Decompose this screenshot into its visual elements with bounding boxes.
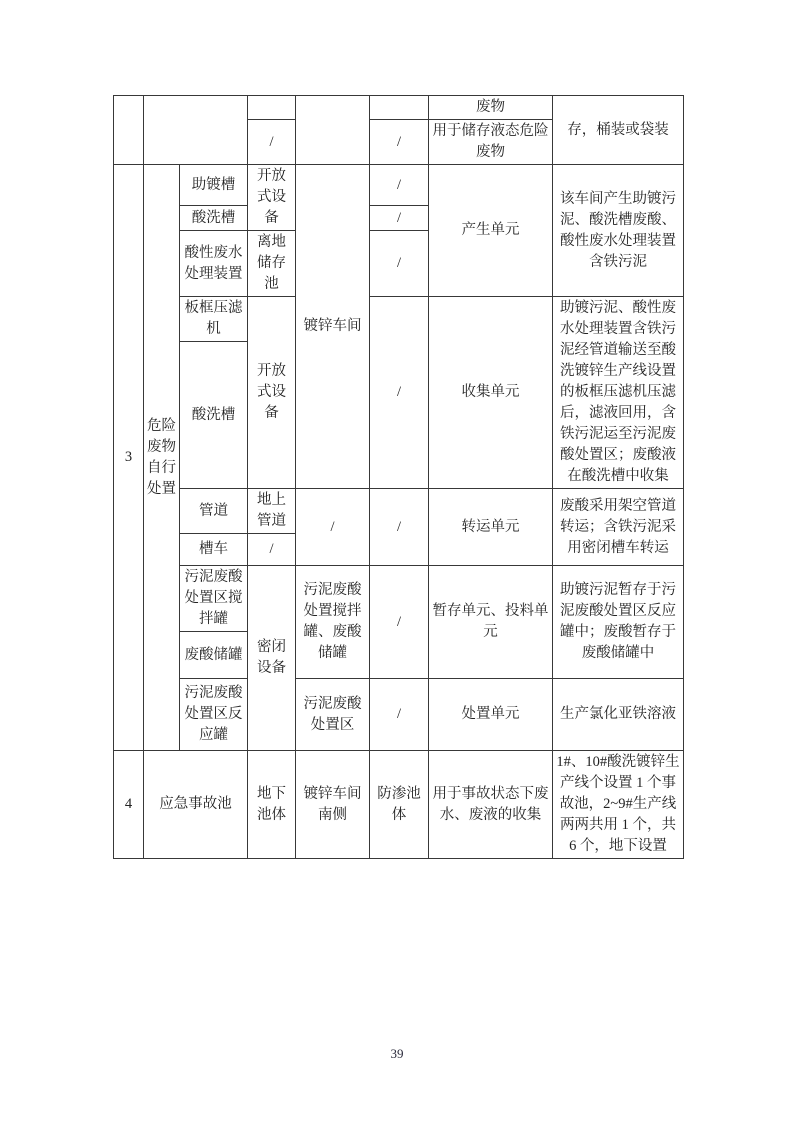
- table-row: [114, 165, 684, 206]
- cell-location-south-of-workshop: 镀锌车间南侧: [296, 751, 370, 859]
- cell-seq-3: 3: [114, 165, 144, 751]
- cell-facility-mixing-tank: 污泥废酸处置区搅拌罐: [180, 566, 248, 632]
- cell-facility-assist-plating-tank: 助镀槽: [180, 165, 248, 206]
- cell-remark-accident-pool: 1#、10#酸洗镀锌生产线个设置 1 个事故池，2~9#生产线两两共用 1 个，共 6 个，地下设置: [553, 751, 684, 859]
- cell-facility-acid-wastewater-device: 酸性废水处理装置: [180, 231, 248, 297]
- cell-remark-disposal: 生产氯化亚铁溶液: [553, 679, 684, 751]
- table-row: [114, 96, 684, 120]
- cell-slash: /: [296, 489, 370, 566]
- cell-slash: /: [370, 489, 429, 566]
- cell-facility-waste-acid-tank: 废酸储罐: [180, 632, 248, 679]
- table-row: [114, 679, 684, 751]
- cell-empty: [144, 96, 248, 165]
- cell-name-emergency-accident-pool: 应急事故池: [144, 751, 248, 859]
- cell-facility-filter-press: 板框压滤机: [180, 297, 248, 342]
- cell-empty: [370, 96, 429, 120]
- cell-seq-4: 4: [114, 751, 144, 859]
- cell-unit-disposal: 处置单元: [429, 679, 553, 751]
- cell-facility-reaction-tank: 污泥废酸处置区反应罐: [180, 679, 248, 751]
- cell-empty: [296, 96, 370, 165]
- cell-unit-transfer: 转运单元: [429, 489, 553, 566]
- cell-unit-generation: 产生单元: [429, 165, 553, 297]
- cell-remark-collection: 助镀污泥、酸性废水处理装置含铁污泥经管道输送至酸洗镀锌生产线设置的板框压滤机压滤后，滤液回用，含铁污泥运至污泥废酸处置区；废酸液在酸洗槽中收集: [553, 297, 684, 489]
- cell-slash: /: [370, 297, 429, 489]
- cell-remark-generation: 该车间产生助镀污泥、酸洗槽废酸、酸性废水处理装置含铁污泥: [553, 165, 684, 297]
- cell-empty: [248, 96, 296, 120]
- cell-remark-storage: 助镀污泥暂存于污泥废酸处置区反应罐中；废酸暂存于废酸储罐中: [553, 566, 684, 679]
- cell-form-open-equipment: 开放式设备: [248, 297, 296, 489]
- cell-unit-collection: 收集单元: [429, 297, 553, 489]
- cell-function-liquid-hw: 用于储存液态危险废物: [429, 120, 553, 165]
- cell-form-open-equipment: 开放式设备: [248, 165, 296, 231]
- cell-form-underground-pool: 地下池体: [248, 751, 296, 859]
- cell-form-elevated-storage-pool: 离地储存池: [248, 231, 296, 297]
- cell-seepage-control-pool: 防渗池体: [370, 751, 429, 859]
- cell-slash: /: [248, 120, 296, 165]
- cell-empty: [114, 96, 144, 165]
- cell-function-tail: 废物: [429, 96, 553, 120]
- table-row: [114, 489, 684, 534]
- cell-slash: /: [370, 679, 429, 751]
- cell-slash: /: [370, 120, 429, 165]
- cell-form-closed-equipment: 密闭设备: [248, 566, 296, 751]
- cell-slash: /: [248, 534, 296, 566]
- cell-slash: /: [370, 566, 429, 679]
- cell-facility-pickling-tank: 酸洗槽: [180, 206, 248, 231]
- cell-form-above-ground-pipeline: 地上管道: [248, 489, 296, 534]
- cell-location-mixing-and-acid-tanks: 污泥废酸处置搅拌罐、废酸储罐: [296, 566, 370, 679]
- cell-function-accident-collection: 用于事故状态下废水、废液的收集: [429, 751, 553, 859]
- hazardous-waste-facility-table: [113, 95, 684, 859]
- cell-facility-pipeline: 管道: [180, 489, 248, 534]
- table-row: [114, 751, 684, 859]
- table-row: [114, 297, 684, 342]
- cell-facility-pickling-tank: 酸洗槽: [180, 342, 248, 489]
- page-number: 39: [390, 1046, 404, 1061]
- cell-location-galvanizing-workshop: 镀锌车间: [296, 165, 370, 489]
- cell-location-sludge-acid-disposal-area: 污泥废酸处置区: [296, 679, 370, 751]
- cell-slash: /: [370, 206, 429, 231]
- table-row: [114, 566, 684, 632]
- cell-unit-storage-feeding: 暂存单元、投料单元: [429, 566, 553, 679]
- cell-facility-tank-truck: 槽车: [180, 534, 248, 566]
- cell-slash: /: [370, 231, 429, 297]
- cell-remark-tail: 存，桶装或袋装: [553, 96, 684, 165]
- cell-slash: /: [370, 165, 429, 206]
- cell-remark-transfer: 废酸采用架空管道转运；含铁污泥采用密闭槽车转运: [553, 489, 684, 566]
- cell-category-hazardous-waste-self-disposal: 危险废物自行处置: [144, 165, 180, 751]
